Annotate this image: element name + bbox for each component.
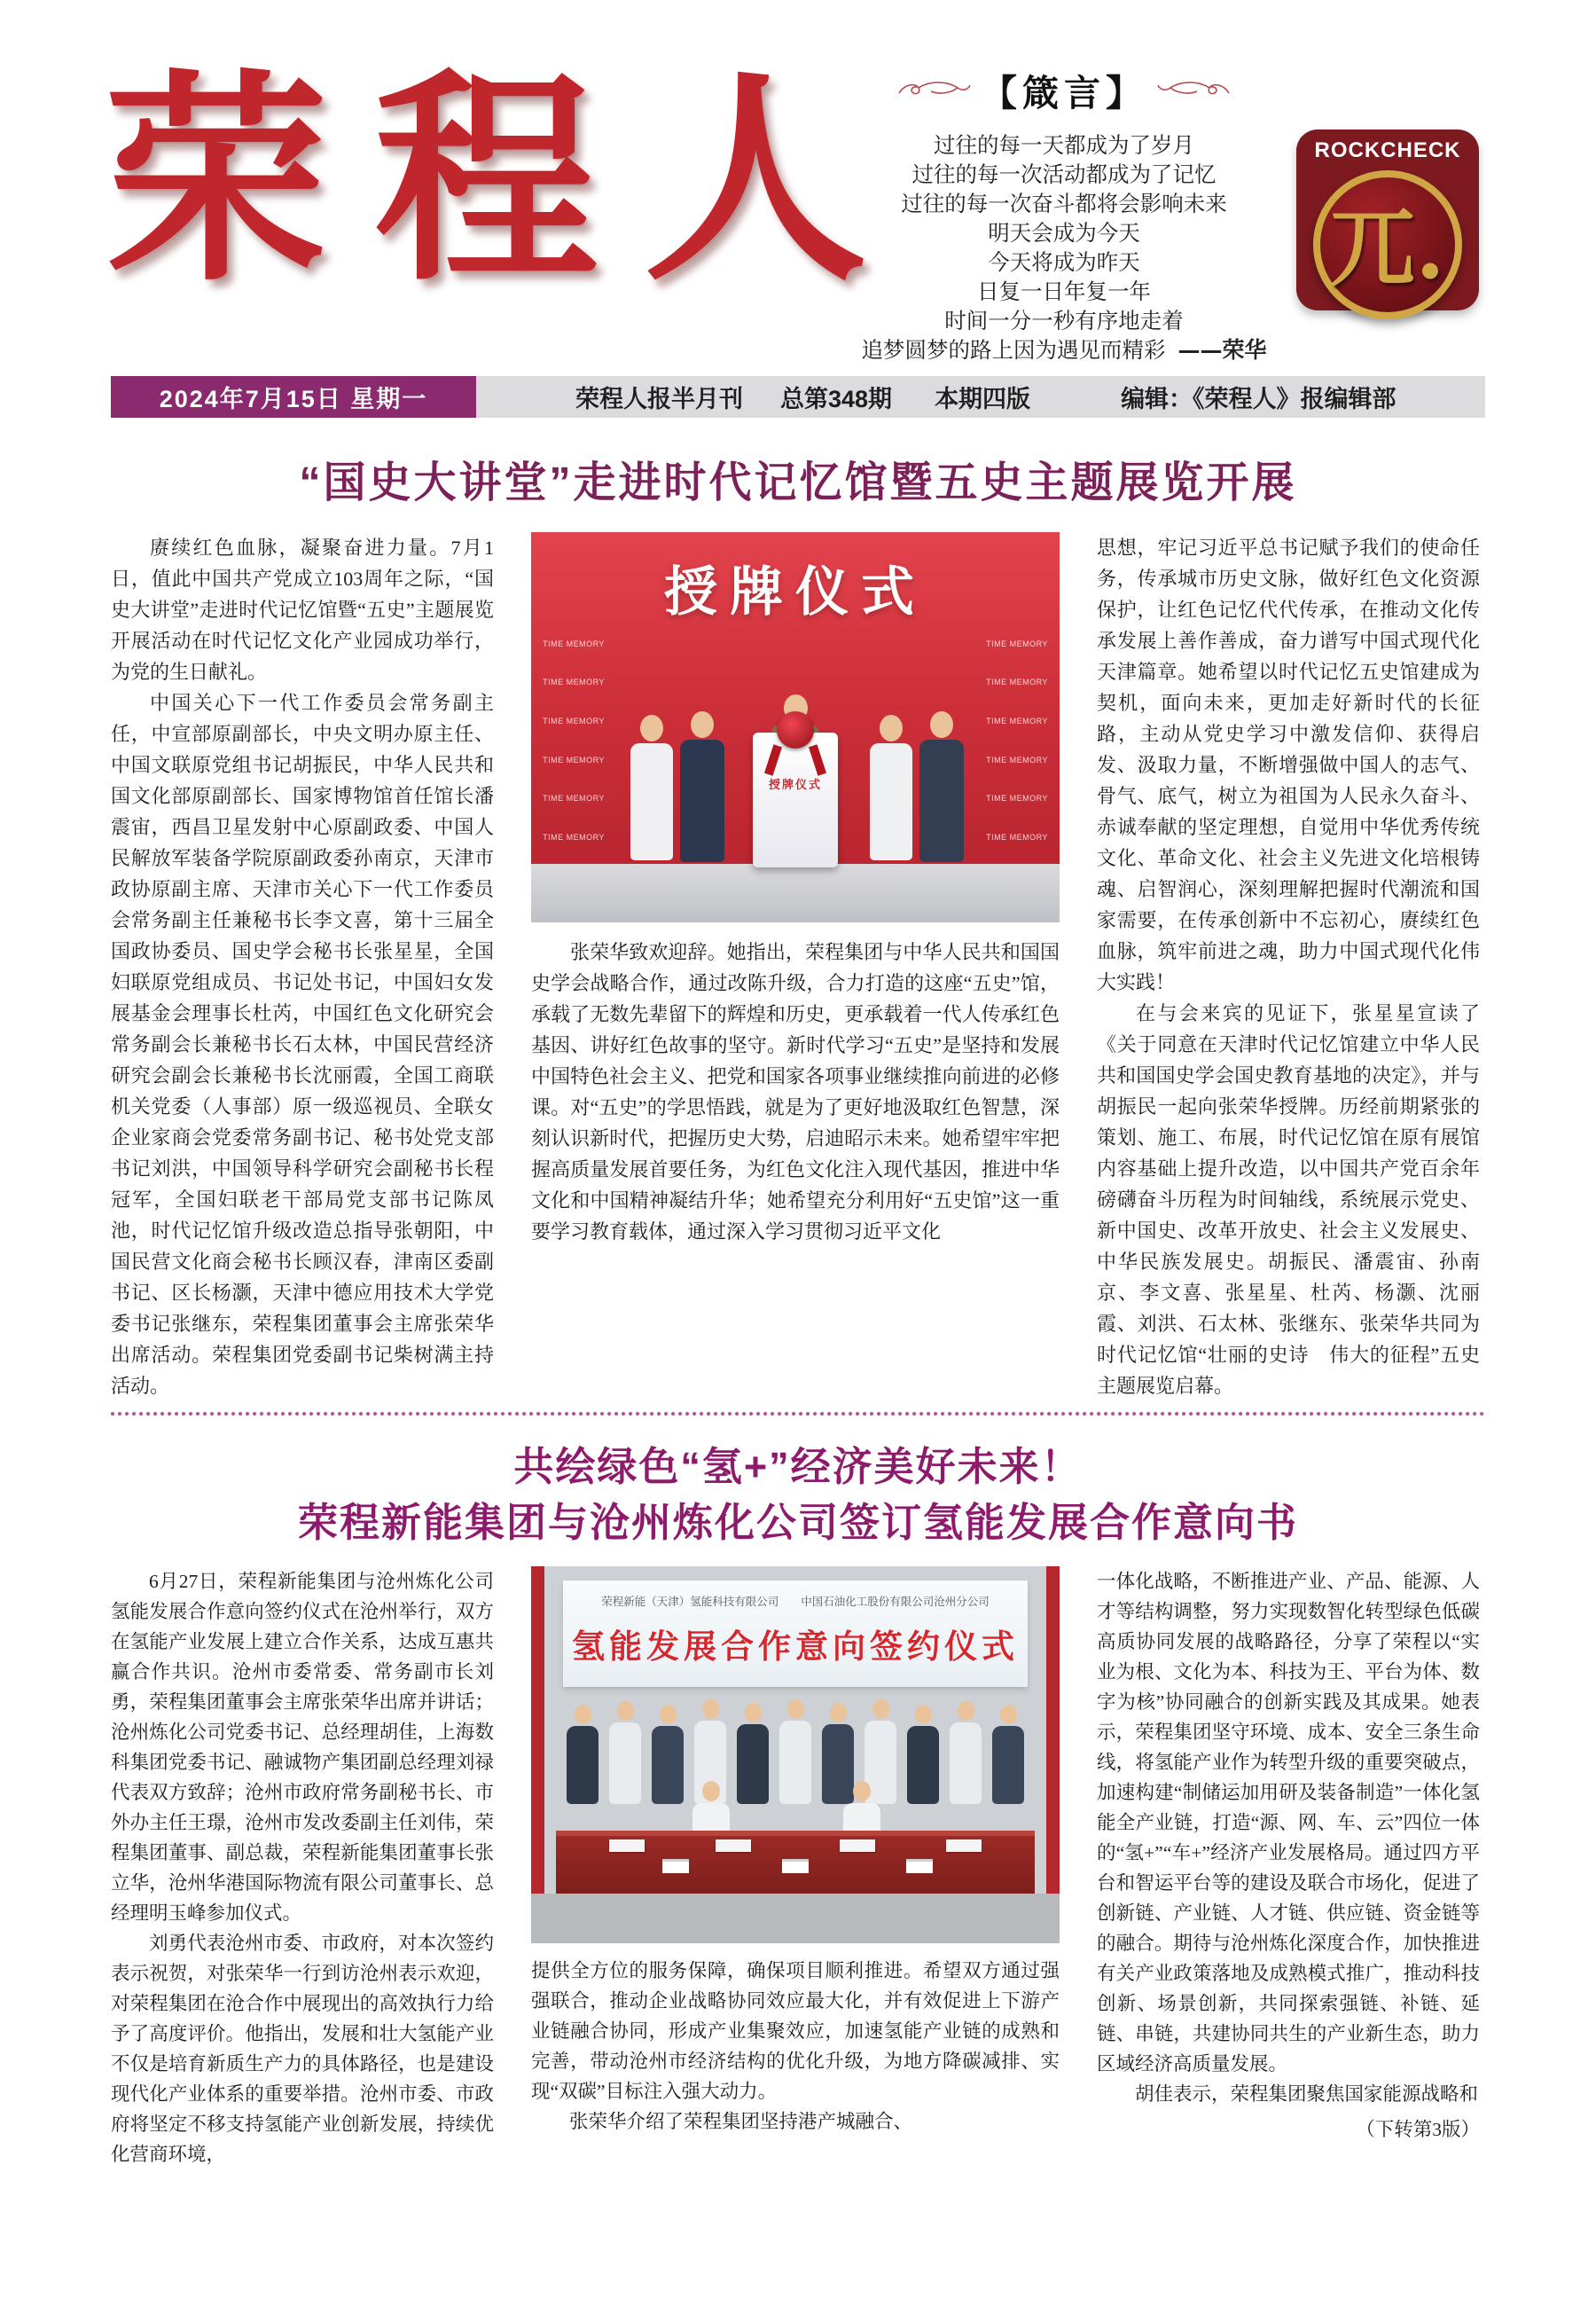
logo-circle [1313,170,1462,319]
poem-signature: ——荣华 [1177,337,1267,363]
dateline-date: 2024年7月15日 星期一 [111,376,476,418]
photo2-red-banner-strip [531,1566,544,1943]
masthead-title: 荣程人 [105,49,914,311]
article2-columns [111,1566,1485,2169]
article1-headline: “国史大讲堂”走进时代记忆馆暨五史主题展览开展 [299,459,1297,506]
poem-line: 追梦圆梦的路上因为遇见而精彩 [861,337,1166,363]
wall-logo-text: TIME MEMORY [986,833,1048,843]
dateline-bar [111,376,1485,418]
paragraph: 6月27日，荣程新能集团与沧州炼化公司氢能发展合作意向签约仪式在沧州举行，双方在氢能产业发展上建立合作关系，达成互惠共赢合作共识。沧州市委常委、常务副市长刘勇，荣程集团董事会主席张荣华出席并讲话；沧州炼化公司党委书记、总经理胡佳，上海数科集团党委书记、融诚物产集团副总经理刘禄代表双方致辞；沧州市政府常务副秘书长、市外办主任王璟，沧州市发改委副主任刘伟，荣程集团董事、副总裁，荣程新能集团董事长张立华，沧州华港国际物流有限公司董事长、总经理明玉峰参加仪式。 [111,1571,494,1924]
photo1-stage-floor [531,864,1060,922]
wall-logo-text: TIME MEMORY [543,833,605,843]
logo-brand-text: ROCKCHECK [1314,138,1461,162]
ribbon-tail [764,744,782,775]
article-1 [111,448,1485,1401]
wall-logo-text: TIME MEMORY [543,639,605,648]
person-silhouette [992,1705,1024,1804]
continued-on-page-note: （下转第3版） [1356,2119,1480,2140]
paragraph: 张荣华致欢迎辞。她指出，荣程集团与中华人民共和国国史学会战略合作，通过改陈升级，合力打造的这座“五史”馆，承载了无数先辈留下的辉煌和历史，更承载着一代人传承红色基因、讲好红色故事的坚守。新时代学习“五史”是坚持和发展中国特色社会主义、把党和国家各项事业继续推向前进的必修课。对“五史”的学思悟践，就是为了更好地汲取红色智慧，深刻认识新时代，把握历史大势，启迪昭示未来。她希望牢牢把握高质量发展首要任务，为红色文化注入现代基因，推进中华文化和中国精神凝结升华；她希望充分利用好“五史馆”这一重要学习教育载体，通过深入学习贯彻习近平文化 [531,941,1060,1243]
person-silhouette [652,1705,684,1804]
poem-line: 今天将成为昨天 [988,249,1140,275]
dateline-issue: 总第348期 [780,386,893,412]
article2-headline-line1: 共绘绿色“氢+”经济美好未来！ [513,1444,1083,1489]
article-2 [111,1439,1485,2169]
document-on-table [609,1839,645,1852]
poem-line: 时间一分一秒有序地走着 [944,308,1184,333]
poem-line: 过往的每一次活动都成为了记忆 [911,161,1217,187]
podium-label: 授牌仪式 [768,778,822,791]
photo1-backdrop-title: 授牌仪式 [664,562,927,622]
motto-header [833,64,1295,116]
rockcheck-logo [1296,112,1479,349]
poem-line: 过往的每一次奋斗都将会影响未来 [901,191,1227,216]
dateline-editor: 编辑：《荣程人》报编辑部 [1121,386,1396,412]
paragraph: 提供全方位的服务保障，确保项目顺利推进。希望双方通过强强联合，推动企业战略协同效应最大化，并有效促进上下游产业链融合协同，形成产业集聚效应，加速氢能产业链的成熟和完善，带动沧州市经济结构的优化升级，为地方降碳减排、实现“双碳”目标注入强大动力。 [531,1960,1060,2102]
poem-line: 明天会成为今天 [988,220,1140,246]
signing-ceremony-photo [531,1566,1060,1943]
signing-table [556,1831,1035,1894]
paragraph: 胡佳表示，荣程集团聚焦国家能源战略和 [1135,2083,1479,2105]
photo2-company-names: 荣程新能（天津）氢能科技有限公司 中国石油化工股份有限公司沧州分公司 [601,1596,990,1608]
article2-column-1 [111,1566,494,2169]
photo2-ceremony-title: 氢能发展合作意向签约仪式 [572,1628,1019,1665]
person-silhouette [919,711,964,862]
wall-logo-text: TIME MEMORY [986,755,1048,765]
wall-logo-text: TIME MEMORY [986,639,1048,648]
paragraph: 在与会来宾的见证下，张星星宣读了《关于同意在天津时代记忆馆建立中华人民共和国国史学会国史教育基地的决定》，并与胡振民一起向张荣华授牌。历经前期紧张的策划、施工、布展，时代记忆馆在原有展馆内容基础上提升改造，以中国共产党百余年磅礴奋斗历程为时间轴线，系统展示党史、新中国史、改革开放史、社会主义发展史、中华民族发展史。胡振民、潘震宙、孙南京、李文喜、张星星、杜芮、杨灏、沈丽霞、刘洪、石太林、张继东、张荣华共同为时代记忆馆“壮丽的史诗 伟大的征程”五史主题展览启幕。 [1097,1002,1480,1397]
person-silhouette [907,1705,939,1804]
paragraph: 张荣华介绍了荣程集团坚持港产城融合、 [569,2111,913,2132]
wall-logo-text: TIME MEMORY [543,755,605,765]
wall-logo-text: TIME MEMORY [986,794,1048,804]
dateline-publication: 荣程人报半月刊 [575,386,743,412]
dotted-separator [111,1412,1485,1416]
photo1-left-wall [531,624,616,857]
motto-block [833,64,1295,365]
motto-title: 【箴言】 [981,72,1147,114]
ribbon-rosette [777,711,814,749]
flourish-left-icon [896,77,972,104]
document-on-table [946,1839,982,1852]
person-silhouette [567,1705,598,1804]
photo2-red-banner-strip [1046,1566,1060,1943]
person-silhouette [680,711,724,862]
poem-line: 过往的每一天都成为了岁月 [934,132,1194,158]
name-card [782,1859,809,1873]
person-silhouette [737,1703,769,1804]
article1-columns [111,532,1485,1401]
dateline-info [476,376,1485,418]
poem-last-line [833,335,1295,365]
article2-column-2 [531,1566,1060,2169]
paragraph: 一体化战略，不断推进产业、产品、能源、人才等结构调整，努力实现数智化转型绿色低碳高质协同发展的战略路径，分享了荣程以“实业为根、文化为本、科技为王、平台为体、数字为核”协同融合的创新实践及其成果。她表示，荣程集团坚守环境、成本、安全三条生命线，将氢能产业作为转型升级的重要突破点，加速构建“制储运加用研及装备制造”一体化氢能全产业链，打造“源、网、车、云”四位一体的“氢+”“车+”经济产业发展格局。通过四方平台和智运平台等的建设及联合市场化，促进了创新链、产业链、人才链、供应链、资金链等的融合。期待与沧州炼化深度合作，加快推进有关产业政策落地及成熟模式推广，推动科技创新、场景创新，共同探索强链、补链、延链、串链，共建协同共生的产业新生态，助力区域经济高质量发展。 [1097,1571,1480,2075]
wall-logo-text: TIME MEMORY [986,717,1048,726]
document-on-table [840,1839,875,1852]
paragraph: 赓续红色血脉，凝聚奋进力量。7月1日，值此中国共产党成立103周年之际，“国史大讲堂”走进时代记忆馆暨“五史”主题展览开展活动在时代记忆文化产业园成功举行，为党的生日献礼。 [111,537,494,683]
article1-column-1 [111,532,494,1401]
document-on-table [716,1839,751,1852]
logo-symbol: 兀. [1330,197,1445,298]
name-card [906,1859,933,1873]
person-silhouette [609,1701,641,1804]
photo2-backdrop-banner [563,1580,1028,1687]
person-silhouette [630,715,673,860]
plaque-ceremony-photo [531,532,1060,922]
wall-logo-text: TIME MEMORY [543,678,605,687]
plaque-podium [753,733,838,867]
dateline-pages: 本期四版 [935,386,1031,412]
photo2-floor [531,1894,1060,1943]
person-silhouette [950,1701,982,1804]
name-card [662,1859,689,1873]
poem-line: 日复一日年复一年 [977,278,1151,304]
article2-headline-line2: 荣程新能集团与沧州炼化公司签订氢能发展合作意向书 [297,1500,1298,1545]
wall-logo-text: TIME MEMORY [986,678,1048,687]
person-silhouette [779,1699,811,1804]
paragraph: 中国关心下一代工作委员会常务副主任，中宣部原副部长，中央文明办原主任、中国文联原党组书记胡振民，中华人民共和国文化部原副部长、国家博物馆首任馆长潘震宙，西昌卫星发射中心原副政委、中国人民解放军装备学院原副政委孙南京，天津市政协原副主席、天津市关心下一代工作委员会常务副主任兼秘书长李文喜，第十三届全国政协委员、国史学会秘书长张星星，全国妇联原党组成员、书记处书记，中国妇女发展基金会理事长杜芮，中国红色文化研究会常务副会长兼秘书长石太林，中国民营经济研究会副会长兼秘书长沈丽霞，全国工商联机关党委（人事部）原一级巡视员、全联女企业家商会党委常务副书记、秘书处党支部书记刘洪，中国领导科学研究会副秘书长程冠军，全国妇联老干部局党支部书记陈凤池，时代记忆馆升级改造总指导张朝阳，中国民营文化商会秘书长顾汉春，津南区委副书记、区长杨灏，天津中德应用技术大学党委书记张继东，荣程集团董事会主席张荣华出席活动。荣程集团党委副书记柴树满主持活动。 [111,692,494,1397]
paragraph: 刘勇代表沧州市委、市政府，对本次签约表示祝贺，对张荣华一行到访沧州表示欢迎，对荣程集团在沧合作中展现出的高效执行力给予了高度评价。他指出，发展和壮大氢能产业不仅是培育新质生产力的具体路径，也是建设现代化产业体系的重要举措。沧州市委、市政府将坚定不移支持氢能产业创新发展，持续优化营商环境， [111,1933,494,2165]
article1-column-2 [531,532,1060,1401]
ribbon-tail [809,744,826,775]
article1-column-3 [1097,532,1480,1401]
article2-column-3 [1097,1566,1480,2169]
motto-poem [833,130,1295,365]
wall-logo-text: TIME MEMORY [543,717,605,726]
flourish-right-icon [1156,77,1232,104]
person-silhouette [870,715,912,860]
paragraph: 思想，牢记习近平总书记赋予我们的使命任务，传承城市历史文脉，做好红色文化资源保护，让红色记忆代代传承，在推动文化传承发展上善作善成，奋力谱写中国式现代化天津篇章。她希望以时代记忆五史馆建成为契机，面向未来，更加走好新时代的长征路，主动从党史学习中激发信仰、获得启发、汲取力量，不断增强做中国人的志气、骨气、底气，树立为祖国为人民永久奋斗、赤诚奉献的坚定理想，自觉用中华优秀传统文化、革命文化、社会主义先进文化培根铸魂、启智润心，深刻理解把握时代潮流和国家需要，在传承创新中不忘初心，赓续红色血脉，筑牢前进之魂，助力中国式现代化伟大实践！ [1097,537,1480,993]
photo1-right-wall [974,624,1060,857]
wall-logo-text: TIME MEMORY [543,794,605,804]
